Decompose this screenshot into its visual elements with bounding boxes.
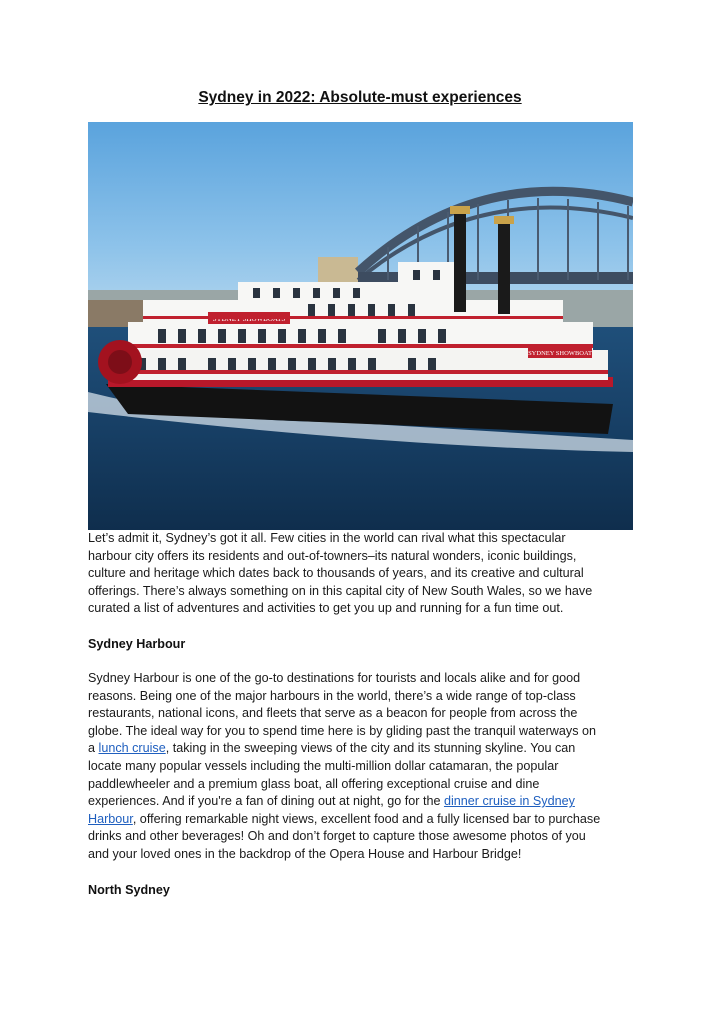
section-heading-north-sydney: North Sydney [88, 883, 170, 897]
paragraph-line-with-link [88, 793, 636, 811]
paragraph-line: locate many popular vessels including the multi-million dollar catamaran, the popular [88, 758, 559, 773]
intro-line: harbour city offers its residents and out-of-towners–its natural wonders, iconic buildings, [88, 548, 577, 563]
intro-paragraph [88, 530, 636, 618]
sydney-showboat-photo [88, 122, 633, 530]
stern-sign: SYDNEY SHOWBOAT [528, 350, 592, 357]
dinner-cruise-link[interactable]: dinner cruise in Sydney [443, 794, 575, 809]
paragraph-line-with-link [88, 811, 636, 829]
paragraph-line: Sydney Harbour is one of the go-to destinations for tourists and locals alike and for good [88, 671, 581, 685]
intro-line: Let’s admit it, Sydney’s got it all. Few cities in the world can rival what this spectacular [88, 531, 566, 545]
text-fragment: a [88, 741, 99, 756]
paragraph-line: reasons. Being one of the major harbours in the world, there’s a wide range of top-class [88, 688, 576, 703]
paragraph-line: drinks and other beverages! Oh and don’t forget to capture those awesome photos of you [88, 829, 586, 844]
intro-line: curated a list of adventures and activities to get you up and running for a fun time out. [88, 601, 564, 616]
intro-line: offerings. There’s always something on in this capital city of New South Wales, so we have [88, 583, 593, 598]
paragraph-line: paddlewheeler and a premium glass boat, all offering exceptional cruise and dine [88, 776, 540, 791]
paragraph-line: and your loved ones in the backdrop of the Opera House and Harbour Bridge! [88, 846, 522, 861]
dinner-cruise-link-continued[interactable]: Harbour [88, 811, 133, 826]
page-title: Sydney in 2022: Absolute-must experiences [198, 89, 522, 106]
intro-line: culture and heritage which dates back to thousands of years, and its creative and cultural [88, 566, 584, 581]
lunch-cruise-link[interactable]: lunch cruise [98, 741, 166, 756]
section-heading-sydney-harbour: Sydney Harbour [88, 637, 186, 651]
text-fragment: experiences. And if you're a fan of dining out at night, go for the [88, 794, 444, 809]
sydney-harbour-paragraph [88, 670, 636, 864]
paragraph-line: globe. The ideal way for you to spend time here is by gliding past the tranquil waterways on [88, 723, 597, 738]
paragraph-line-with-link [88, 740, 636, 758]
text-fragment: , offering remarkable night views, excellent food and a fully licensed bar to purchase [132, 811, 601, 826]
paragraph-line: restaurants, national icons, and fleets that serve as a beacon for people from across the [88, 706, 578, 721]
text-fragment: , taking in the sweeping views of the city and its stunning skyline. You can [165, 741, 576, 756]
